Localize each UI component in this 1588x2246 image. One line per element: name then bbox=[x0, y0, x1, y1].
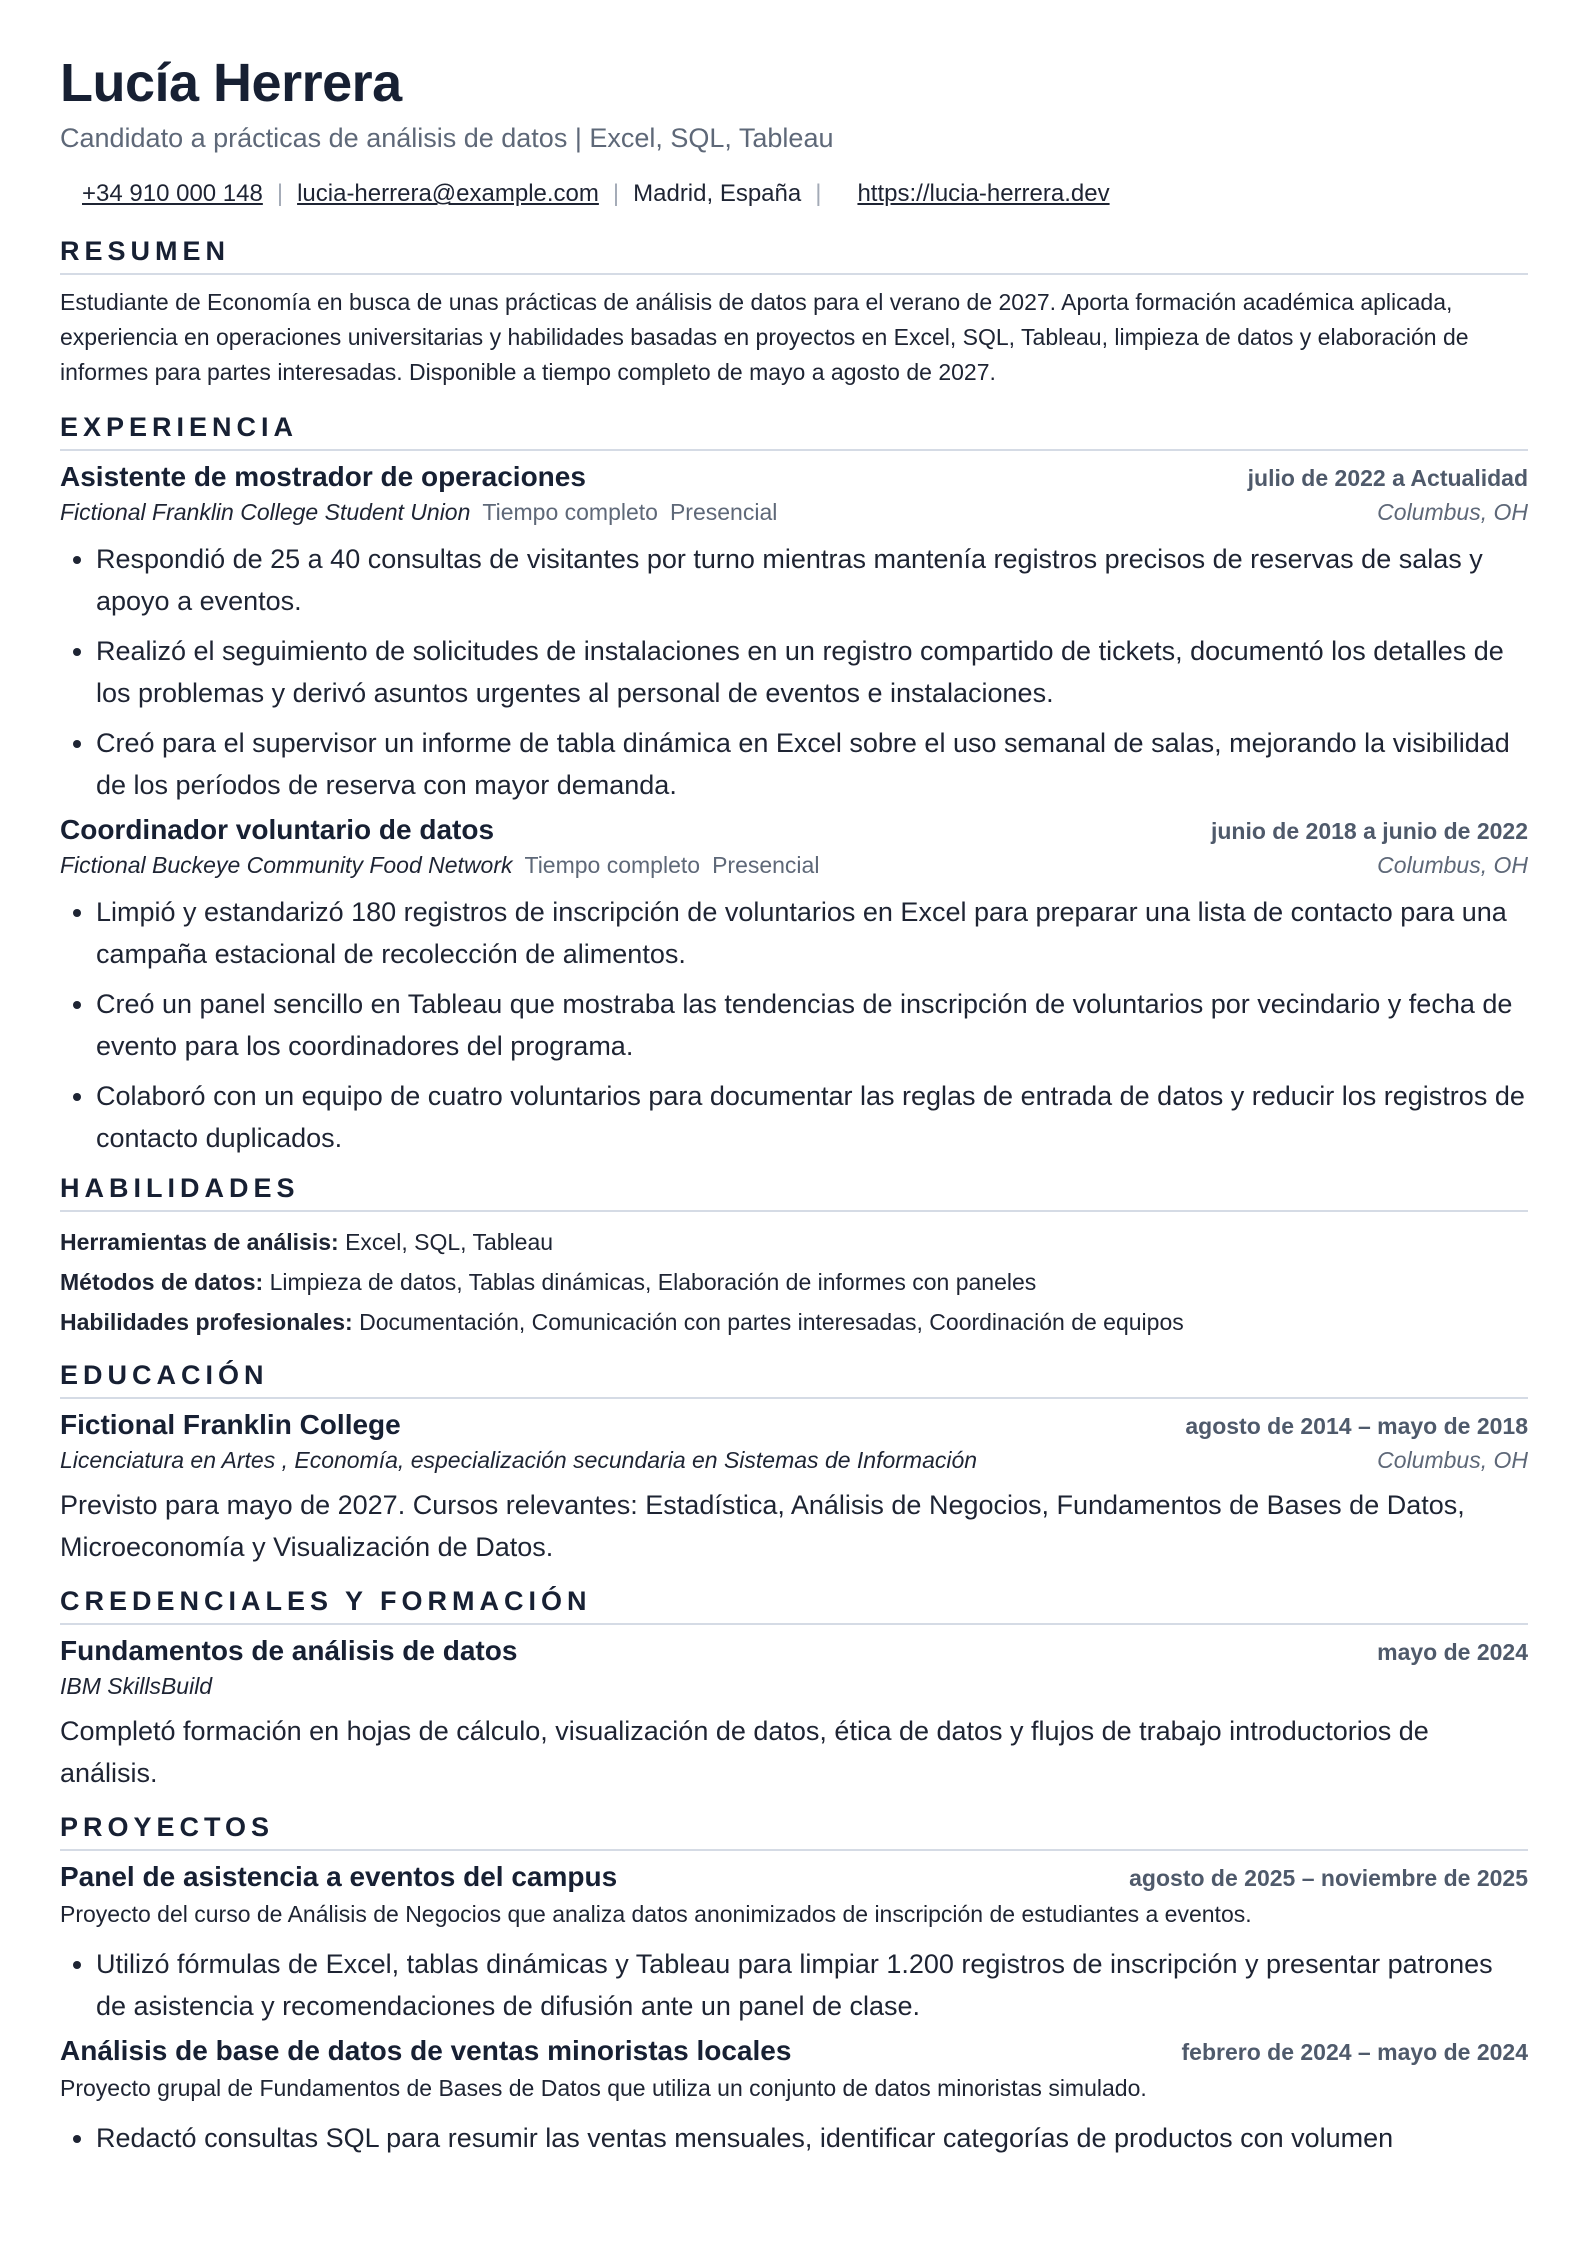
project-description: Proyecto grupal de Fundamentos de Bases de Datos que utiliza un conjunto de datos minoristas simulado. bbox=[60, 2075, 1147, 2102]
bullet-item: • Colaboró con un equipo de cuatro voluntarios para documentar las reglas de entrada de datos y reducir los registros de contacto duplicados. bbox=[96, 1075, 1528, 1159]
job-mode: Presencial bbox=[712, 852, 820, 879]
skill-value: Documentación, Comunicación con partes interesadas, Coordinación de equipos bbox=[359, 1309, 1184, 1336]
project-name: Panel de asistencia a eventos del campus bbox=[60, 1861, 618, 1893]
skill-value: Excel, SQL, Tableau bbox=[345, 1229, 554, 1256]
bullet-item: • Creó para el supervisor un informe de tabla dinámica en Excel sobre el uso semanal de salas, mejorando la visibilidad de los períodos de reserva con mayor demanda. bbox=[96, 722, 1528, 806]
job-entry bbox=[60, 814, 1528, 1159]
section-title-summary: RESUMEN bbox=[60, 236, 1528, 275]
bullet-item: • Utilizó fórmulas de Excel, tablas dinámicas y Tableau para limpiar 1.200 registros de inscripción y presentar patrones de asistencia y recomendaciones de difusión ante un panel de clase. bbox=[96, 1943, 1528, 2027]
location-text: Madrid, España bbox=[633, 180, 802, 208]
job-dates: junio de 2018 a junio de 2022 bbox=[1210, 818, 1528, 845]
skill-label: Habilidades profesionales: bbox=[60, 1309, 353, 1336]
credential-date: mayo de 2024 bbox=[1377, 1639, 1528, 1666]
bullet-item: • Respondió de 25 a 40 consultas de visitantes por turno mientras mantenía registros precisos de reservas de salas y apoyo a eventos. bbox=[96, 538, 1528, 622]
skill-row bbox=[60, 1302, 1528, 1342]
project-entry bbox=[60, 2035, 1528, 2159]
education-entry bbox=[60, 1409, 1528, 1568]
skill-label: Métodos de datos: bbox=[60, 1269, 264, 1296]
project-entry bbox=[60, 1861, 1528, 2027]
skill-label: Herramientas de análisis: bbox=[60, 1229, 339, 1256]
email-link[interactable]: lucia-herrera@example.com bbox=[297, 180, 599, 208]
job-role: Coordinador voluntario de datos bbox=[60, 814, 495, 846]
job-mode: Presencial bbox=[669, 499, 778, 526]
contact-separator: | bbox=[612, 180, 620, 208]
project-description: Proyecto del curso de Análisis de Negocios que analiza datos anonimizados de inscripción de estudiantes a eventos. bbox=[60, 1901, 1252, 1928]
bullet-item: • Redactó consultas SQL para resumir las ventas mensuales, identificar categorías de productos con volumen bbox=[96, 2117, 1528, 2159]
credential-description: Completó formación en hojas de cálculo, visualización de datos, ética de datos y flujos de trabajo introductorios de análisis. bbox=[60, 1716, 1429, 1789]
candidate-headline: Candidato a prácticas de análisis de datos | Excel, SQL, Tableau bbox=[60, 123, 834, 154]
job-bullets bbox=[60, 538, 1528, 806]
job-entry bbox=[60, 461, 1528, 806]
project-name: Análisis de base de datos de ventas minoristas locales bbox=[60, 2035, 792, 2067]
candidate-name: Lucía Herrera bbox=[60, 53, 402, 113]
degree-text: Licenciatura en Artes , Economía, especialización secundaria en Sistemas de Información bbox=[60, 1447, 978, 1474]
summary-text: Estudiante de Economía en busca de unas prácticas de análisis de datos para el verano de 2027. Aporta formación académica aplicada, experiencia en operaciones universitarias y habilidades basadas en proyectos en Excel, SQL, Tableau, limpieza de datos y elaboración de informes para partes interesadas. Disponible a tiempo completo de mayo a agosto de 2027. bbox=[60, 289, 1469, 386]
job-role: Asistente de mostrador de operaciones bbox=[60, 461, 586, 493]
section-title-experience: EXPERIENCIA bbox=[60, 412, 1528, 451]
section-title-projects: PROYECTOS bbox=[60, 1812, 1528, 1851]
education-note: Previsto para mayo de 2027. Cursos relevantes: Estadística, Análisis de Negocios, Fundamentos de Bases de Datos, Microeconomía y Visualización de Datos. bbox=[60, 1490, 1465, 1563]
bullet-item: • Realizó el seguimiento de solicitudes de instalaciones en un registro compartido de tickets, documentó los detalles de los problemas y derivó asuntos urgentes al personal de eventos e instalaciones. bbox=[96, 630, 1528, 714]
contact-separator: | bbox=[276, 180, 284, 208]
bullet-item: • Limpió y estandarizó 180 registros de inscripción de voluntarios en Excel para preparar una lista de contacto para una campaña estacional de recolección de alimentos. bbox=[96, 891, 1528, 975]
education-dates: agosto de 2014 – mayo de 2018 bbox=[1185, 1413, 1528, 1440]
school-name: Fictional Franklin College bbox=[60, 1409, 401, 1441]
credential-name: Fundamentos de análisis de datos bbox=[60, 1635, 518, 1667]
website-link[interactable]: https://lucia-herrera.dev bbox=[857, 180, 1110, 208]
project-bullets bbox=[60, 1943, 1528, 2027]
contact-separator: | bbox=[815, 180, 822, 208]
contact-bar bbox=[60, 180, 1528, 208]
job-type: Tiempo completo bbox=[482, 499, 658, 526]
phone-link[interactable]: +34 910 000 148 bbox=[82, 180, 263, 208]
job-organization: Fictional Buckeye Community Food Network bbox=[60, 852, 513, 879]
job-location: Columbus, OH bbox=[1377, 852, 1528, 879]
credential-entry bbox=[60, 1635, 1528, 1794]
education-location: Columbus, OH bbox=[1377, 1447, 1528, 1474]
skill-value: Limpieza de datos, Tablas dinámicas, Elaboración de informes con paneles bbox=[269, 1269, 1037, 1296]
bullet-item: • Creó un panel sencillo en Tableau que mostraba las tendencias de inscripción de voluntarios por vecindario y fecha de evento para los coordinadores del programa. bbox=[96, 983, 1528, 1067]
section-title-credentials: CREDENCIALES Y FORMACIÓN bbox=[60, 1586, 1528, 1625]
project-dates: agosto de 2025 – noviembre de 2025 bbox=[1129, 1865, 1528, 1892]
project-dates: febrero de 2024 – mayo de 2024 bbox=[1181, 2039, 1528, 2066]
skill-row bbox=[60, 1262, 1528, 1302]
section-title-education: EDUCACIÓN bbox=[60, 1360, 1528, 1399]
job-type: Tiempo completo bbox=[524, 852, 701, 879]
job-dates: julio de 2022 a Actualidad bbox=[1247, 465, 1528, 492]
project-bullets bbox=[60, 2117, 1528, 2159]
section-title-skills: HABILIDADES bbox=[60, 1173, 1528, 1212]
job-organization: Fictional Franklin College Student Union bbox=[60, 499, 471, 526]
credential-issuer: IBM SkillsBuild bbox=[60, 1673, 213, 1700]
skill-row bbox=[60, 1222, 1528, 1262]
job-bullets bbox=[60, 891, 1528, 1159]
job-location: Columbus, OH bbox=[1377, 499, 1528, 526]
